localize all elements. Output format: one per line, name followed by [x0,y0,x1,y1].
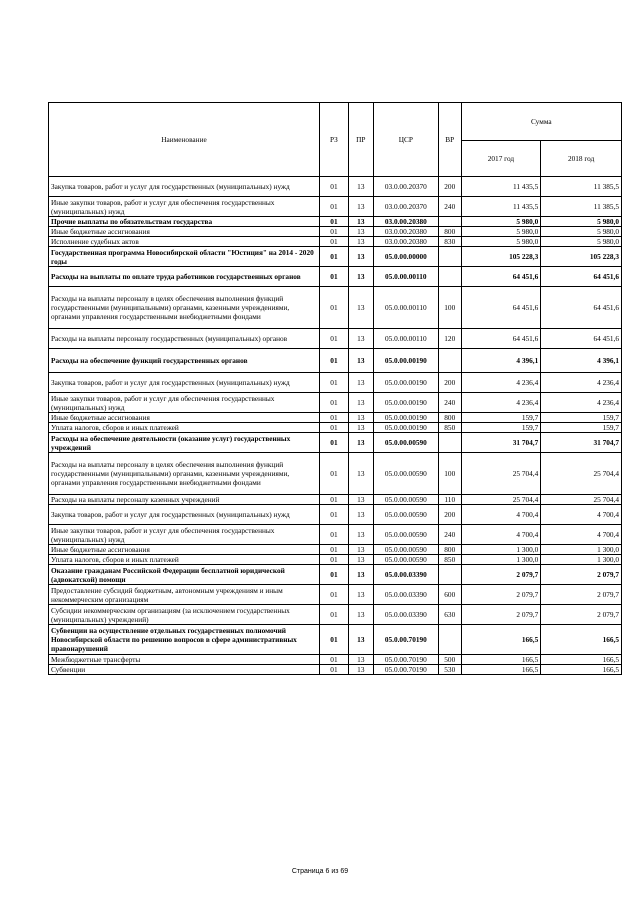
cell-pr: 13 [348,433,373,453]
cell-sum-2018: 4 700,4 [541,505,622,525]
cell-name: Оказание гражданам Российской Федерации бесплатной юридической (адвокатской) помощи [49,565,320,585]
cell-pr: 13 [348,555,373,565]
cell-vr: 110 [438,495,461,505]
budget-table [48,102,622,675]
table-row [49,393,622,413]
cell-csr: 05.0.00.00000 [373,247,438,267]
cell-sum-2018: 11 385,5 [541,197,622,217]
header-csr: ЦСР [373,103,438,177]
cell-csr: 05.0.00.03390 [373,605,438,625]
cell-csr: 05.0.00.00190 [373,393,438,413]
cell-pr: 13 [348,665,373,675]
cell-name: Уплата налогов, сборов и иных платежей [49,423,320,433]
table-row [49,423,622,433]
cell-name: Субвенции на осуществление отдельных государственных полномочий Новосибирской области по решению вопросов в сфере административных правонарушений [49,625,320,655]
cell-vr [438,217,461,227]
table-row [49,177,622,197]
cell-sum-2017: 64 451,6 [461,329,541,349]
cell-sum-2018: 5 980,0 [541,227,622,237]
cell-sum-2018: 2 079,7 [541,585,622,605]
cell-sum-2018: 64 451,6 [541,287,622,329]
cell-sum-2018: 4 236,4 [541,373,622,393]
cell-pr: 13 [348,177,373,197]
cell-vr: 850 [438,423,461,433]
cell-pr: 13 [348,545,373,555]
cell-csr: 03.0.00.20380 [373,237,438,247]
cell-rz: 01 [319,423,348,433]
cell-sum-2018: 159,7 [541,413,622,423]
cell-sum-2018: 105 228,3 [541,247,622,267]
table-row [49,433,622,453]
cell-sum-2017: 4 396,1 [461,349,541,373]
cell-csr: 05.0.00.00590 [373,545,438,555]
cell-name: Иные бюджетные ассигнования [49,545,320,555]
cell-rz: 01 [319,197,348,217]
cell-vr: 120 [438,329,461,349]
table-row [49,525,622,545]
table-row [49,217,622,227]
cell-vr: 500 [438,655,461,665]
cell-sum-2018: 1 300,0 [541,555,622,565]
cell-sum-2018: 166,5 [541,625,622,655]
cell-sum-2018: 25 704,4 [541,453,622,495]
cell-pr: 13 [348,393,373,413]
cell-pr: 13 [348,237,373,247]
cell-rz: 01 [319,505,348,525]
cell-vr: 630 [438,605,461,625]
cell-name: Закупка товаров, работ и услуг для государственных (муниципальных) нужд [49,373,320,393]
cell-sum-2017: 2 079,7 [461,565,541,585]
cell-csr: 03.0.00.20380 [373,227,438,237]
cell-vr [438,267,461,287]
cell-sum-2017: 166,5 [461,625,541,655]
cell-vr: 100 [438,453,461,495]
cell-rz: 01 [319,227,348,237]
cell-rz: 01 [319,655,348,665]
cell-sum-2017: 5 980,0 [461,217,541,227]
cell-sum-2017: 4 700,4 [461,505,541,525]
cell-sum-2017: 4 236,4 [461,393,541,413]
cell-vr [438,433,461,453]
table-row [49,287,622,329]
cell-pr: 13 [348,625,373,655]
cell-name: Исполнение судебных актов [49,237,320,247]
cell-name: Расходы на обеспечение деятельности (оказание услуг) государственных учреждений [49,433,320,453]
cell-rz: 01 [319,373,348,393]
cell-name: Иные закупки товаров, работ и услуг для обеспечения государственных (муниципальных) нужд [49,197,320,217]
cell-sum-2017: 25 704,4 [461,495,541,505]
cell-name: Межбюджетные трансферты [49,655,320,665]
cell-rz: 01 [319,267,348,287]
cell-name: Государственная программа Новосибирской области "Юстиция" на 2014 - 2020 годы [49,247,320,267]
header-name: Наименование [49,103,320,177]
cell-csr: 05.0.00.70190 [373,665,438,675]
cell-csr: 05.0.00.00190 [373,349,438,373]
cell-rz: 01 [319,665,348,675]
cell-sum-2018: 11 385,5 [541,177,622,197]
cell-sum-2017: 11 435,5 [461,177,541,197]
cell-name: Закупка товаров, работ и услуг для государственных (муниципальных) нужд [49,505,320,525]
cell-vr: 600 [438,585,461,605]
cell-sum-2017: 5 980,0 [461,227,541,237]
cell-sum-2017: 1 300,0 [461,545,541,555]
table-row [49,495,622,505]
cell-rz: 01 [319,247,348,267]
table-row [49,665,622,675]
cell-vr: 200 [438,373,461,393]
cell-rz: 01 [319,525,348,545]
cell-name: Иные бюджетные ассигнования [49,227,320,237]
cell-name: Расходы на обеспечение функций государственных органов [49,349,320,373]
cell-sum-2017: 2 079,7 [461,585,541,605]
cell-name: Расходы на выплаты персоналу казенных учреждений [49,495,320,505]
cell-rz: 01 [319,605,348,625]
cell-pr: 13 [348,287,373,329]
cell-vr: 850 [438,555,461,565]
cell-csr: 05.0.00.00110 [373,287,438,329]
cell-vr: 800 [438,227,461,237]
table-row [49,329,622,349]
cell-sum-2017: 5 980,0 [461,237,541,247]
table-row [49,555,622,565]
cell-sum-2018: 25 704,4 [541,495,622,505]
cell-pr: 13 [348,453,373,495]
cell-vr [438,349,461,373]
cell-sum-2017: 4 236,4 [461,373,541,393]
cell-sum-2018: 4 700,4 [541,525,622,545]
cell-name: Прочие выплаты по обязательствам государства [49,217,320,227]
table-row [49,545,622,555]
cell-sum-2017: 64 451,6 [461,287,541,329]
table-row [49,197,622,217]
page-footer: Страница 6 из 69 [291,868,349,875]
table-row [49,505,622,525]
cell-vr: 830 [438,237,461,247]
cell-sum-2018: 166,5 [541,655,622,665]
cell-rz: 01 [319,237,348,247]
cell-sum-2018: 5 980,0 [541,237,622,247]
cell-name: Субвенции [49,665,320,675]
cell-csr: 05.0.00.70190 [373,625,438,655]
cell-vr: 100 [438,287,461,329]
cell-name: Расходы на выплаты персоналу государственных (муниципальных) органов [49,329,320,349]
cell-sum-2017: 159,7 [461,423,541,433]
cell-pr: 13 [348,423,373,433]
header-sum: Сумма [461,103,621,141]
table-row [49,247,622,267]
cell-pr: 13 [348,585,373,605]
cell-csr: 05.0.00.00190 [373,373,438,393]
cell-pr: 13 [348,349,373,373]
cell-csr: 05.0.00.00190 [373,423,438,433]
cell-vr: 240 [438,197,461,217]
cell-sum-2018: 64 451,6 [541,329,622,349]
cell-sum-2017: 166,5 [461,655,541,665]
cell-rz: 01 [319,177,348,197]
cell-name: Иные закупки товаров, работ и услуг для обеспечения государственных (муниципальных) нужд [49,393,320,413]
cell-pr: 13 [348,413,373,423]
cell-name: Расходы на выплаты персоналу в целях обеспечения выполнения функций государственными (муниципальными) органами, казенными учреждениями, органами управления государственными внебюджетными фондами [49,453,320,495]
cell-sum-2017: 166,5 [461,665,541,675]
cell-pr: 13 [348,525,373,545]
cell-rz: 01 [319,217,348,227]
cell-sum-2018: 64 451,6 [541,267,622,287]
cell-sum-2018: 2 079,7 [541,565,622,585]
table-row [49,227,622,237]
cell-pr: 13 [348,373,373,393]
cell-csr: 03.0.00.20370 [373,197,438,217]
table-row [49,453,622,495]
table-row [49,625,622,655]
table-row [49,585,622,605]
cell-rz: 01 [319,349,348,373]
cell-sum-2017: 11 435,5 [461,197,541,217]
cell-rz: 01 [319,413,348,423]
cell-vr [438,247,461,267]
cell-sum-2018: 5 980,0 [541,217,622,227]
cell-sum-2018: 166,5 [541,665,622,675]
cell-csr: 05.0.00.70190 [373,655,438,665]
cell-sum-2018: 4 396,1 [541,349,622,373]
table-row [49,605,622,625]
cell-pr: 13 [348,227,373,237]
cell-name: Субсидии некоммерческим организациям (за исключением государственных (муниципальных) учреждений) [49,605,320,625]
cell-vr: 530 [438,665,461,675]
cell-name: Закупка товаров, работ и услуг для государственных (муниципальных) нужд [49,177,320,197]
cell-pr: 13 [348,267,373,287]
cell-sum-2017: 159,7 [461,413,541,423]
cell-sum-2018: 1 300,0 [541,545,622,555]
cell-csr: 05.0.00.00110 [373,329,438,349]
cell-rz: 01 [319,433,348,453]
cell-sum-2017: 1 300,0 [461,555,541,565]
cell-sum-2018: 2 079,7 [541,605,622,625]
cell-sum-2018: 159,7 [541,423,622,433]
cell-rz: 01 [319,585,348,605]
cell-vr: 200 [438,505,461,525]
cell-csr: 05.0.00.00590 [373,495,438,505]
table-row [49,565,622,585]
cell-rz: 01 [319,329,348,349]
cell-pr: 13 [348,197,373,217]
cell-sum-2017: 2 079,7 [461,605,541,625]
cell-pr: 13 [348,329,373,349]
cell-csr: 05.0.00.00110 [373,267,438,287]
table-row [49,349,622,373]
table-row [49,413,622,423]
cell-name: Предоставление субсидий бюджетным, автономным учреждениям и иным некоммерческим организациям [49,585,320,605]
cell-name: Уплата налогов, сборов и иных платежей [49,555,320,565]
cell-csr: 05.0.00.03390 [373,565,438,585]
cell-csr: 03.0.00.20380 [373,217,438,227]
cell-vr [438,565,461,585]
cell-csr: 05.0.00.00190 [373,413,438,423]
cell-vr: 240 [438,393,461,413]
cell-pr: 13 [348,505,373,525]
cell-name: Иные бюджетные ассигнования [49,413,320,423]
cell-name: Иные закупки товаров, работ и услуг для обеспечения государственных (муниципальных) нужд [49,525,320,545]
cell-pr: 13 [348,655,373,665]
cell-sum-2017: 31 704,7 [461,433,541,453]
cell-vr [438,625,461,655]
header-pr: ПР [348,103,373,177]
cell-name: Расходы на выплаты по оплате труда работников государственных органов [49,267,320,287]
cell-rz: 01 [319,287,348,329]
cell-vr: 800 [438,413,461,423]
cell-rz: 01 [319,545,348,555]
cell-csr: 05.0.00.00590 [373,505,438,525]
cell-rz: 01 [319,555,348,565]
cell-rz: 01 [319,565,348,585]
cell-csr: 05.0.00.00590 [373,453,438,495]
cell-rz: 01 [319,495,348,505]
cell-csr: 05.0.00.00590 [373,525,438,545]
cell-sum-2017: 105 228,3 [461,247,541,267]
cell-csr: 05.0.00.00590 [373,433,438,453]
table-row [49,373,622,393]
header-vr: ВР [438,103,461,177]
cell-vr: 240 [438,525,461,545]
cell-pr: 13 [348,605,373,625]
table-row [49,655,622,665]
cell-vr: 800 [438,545,461,555]
cell-vr: 200 [438,177,461,197]
cell-sum-2017: 25 704,4 [461,453,541,495]
cell-pr: 13 [348,217,373,227]
cell-sum-2018: 4 236,4 [541,393,622,413]
table-row [49,237,622,247]
cell-csr: 05.0.00.03390 [373,585,438,605]
cell-rz: 01 [319,453,348,495]
cell-pr: 13 [348,565,373,585]
cell-rz: 01 [319,625,348,655]
header-2018: 2018 год [541,141,622,177]
cell-csr: 03.0.00.20370 [373,177,438,197]
header-2017: 2017 год [461,141,541,177]
cell-sum-2017: 4 700,4 [461,525,541,545]
cell-pr: 13 [348,247,373,267]
table-body [49,177,622,675]
cell-pr: 13 [348,495,373,505]
table-row [49,267,622,287]
cell-csr: 05.0.00.00590 [373,555,438,565]
header-rz: РЗ [319,103,348,177]
cell-rz: 01 [319,393,348,413]
cell-name: Расходы на выплаты персоналу в целях обеспечения выполнения функций государственными (муниципальными) органами, казенными учреждениями, органами управления государственными внебюджетными фондами [49,287,320,329]
cell-sum-2018: 31 704,7 [541,433,622,453]
cell-sum-2017: 64 451,6 [461,267,541,287]
